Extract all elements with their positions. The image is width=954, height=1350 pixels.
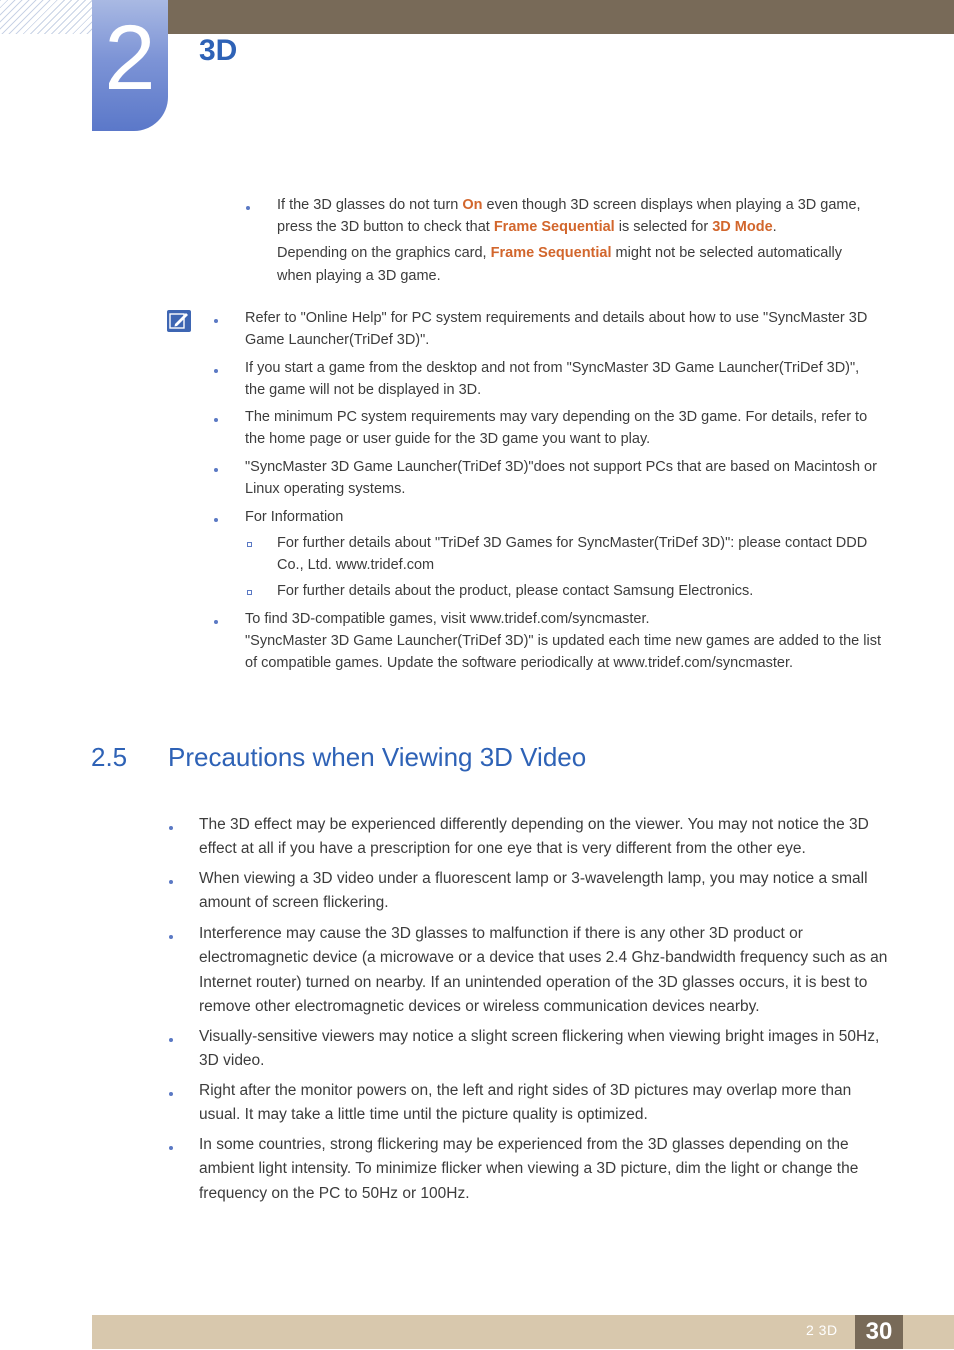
bullet-dot [214, 369, 218, 373]
header-bar [168, 0, 954, 34]
note-sub-item: For further details about "TriDef 3D Games for SyncMaster(TriDef 3D)": please contact DDD Co., Ltd. www.tridef.com [277, 535, 868, 573]
bullet-dot [169, 826, 173, 830]
header-hatch-pattern [0, 0, 92, 34]
square-bullet [247, 590, 252, 595]
precaution-item: The 3D effect may be experienced differently depending on the viewer. You may not notice the 3D effect at all if you have a prescription for one eye that is very different from the other eye. [199, 816, 869, 858]
note-item: "SyncMaster 3D Game Launcher(TriDef 3D)"does not support PCs that are based on Macintosh or Linux operating systems. [245, 459, 877, 497]
bullet-dot [214, 319, 218, 323]
bullet-dot [169, 1038, 173, 1042]
note-item: Refer to "Online Help" for PC system requirements and details about how to use "SyncMaster 3D Game Launcher(TriDef 3D)". [245, 310, 868, 348]
page-number: 30 [855, 1315, 903, 1349]
precaution-item: When viewing a 3D video under a fluorescent lamp or 3-wavelength lamp, you may notice a small amount of screen flickering. [199, 870, 868, 912]
highlight-3d-mode: 3D Mode [712, 219, 773, 235]
note-sub-item: For further details about the product, please contact Samsung Electronics. [277, 583, 754, 599]
precaution-item: In some countries, strong flickering may be experienced from the 3D glasses depending on the ambient light intensity. To minimize flicker when viewing a 3D picture, dim the light or change the frequency on the PC to 50Hz or 100Hz. [199, 1136, 859, 1202]
bullet-dot [214, 620, 218, 624]
bullet-dot [169, 1146, 173, 1150]
bullet-dot [214, 468, 218, 472]
footer-chapter-label: 2 3D [806, 1322, 838, 1338]
bullet-dot [169, 880, 173, 884]
precaution-item: Interference may cause the 3D glasses to malfunction if there is any other 3D product or electromagnetic device (a microwave or a device that uses 2.4 Ghz-bandwidth frequency such as an Internet router) turned on nearby. If an unintended operation of the 3D glasses occurs, it is best to remove other electromagnetic devices or wireless communication devices nearby. [199, 925, 888, 1015]
bullet-dot [214, 418, 218, 422]
highlight-frame-sequential-2: Frame Sequential [490, 245, 612, 261]
bullet-dot [214, 518, 218, 522]
chapter-badge [92, 0, 168, 131]
intro-bullet-text: If the 3D glasses do not turn On even though 3D screen displays when playing a 3D game, press the 3D button to check that Frame Sequential is selected for 3D Mode. [277, 197, 861, 235]
chapter-title: 3D [199, 34, 238, 67]
section-number: 2.5 [91, 742, 128, 772]
bullet-dot [246, 206, 250, 210]
chapter-number: 2 [104, 7, 156, 109]
highlight-on: On [462, 197, 483, 213]
section-title: Precautions when Viewing 3D Video [168, 742, 587, 772]
bullet-dot [169, 935, 173, 939]
note-item: For Information [245, 509, 344, 525]
precaution-item: Visually-sensitive viewers may notice a slight screen flickering when viewing bright images in 50Hz, 3D video. [199, 1028, 880, 1070]
note-item: The minimum PC system requirements may vary depending on the 3D game. For details, refer to the home page or user guide for the 3D game you want to play. [245, 409, 868, 447]
highlight-frame-sequential: Frame Sequential [493, 219, 615, 235]
bullet-dot [169, 1092, 173, 1096]
note-item: If you start a game from the desktop and not from "SyncMaster 3D Game Launcher(TriDef 3D)", the game will not be displayed in 3D. [245, 360, 860, 398]
precaution-item: Right after the monitor powers on, the left and right sides of 3D pictures may overlap more than usual. It may take a little time until the picture quality is optimized. [199, 1082, 852, 1124]
note-pencil-icon [167, 310, 191, 332]
square-bullet [247, 542, 252, 547]
note-item: To find 3D-compatible games, visit www.tridef.com/syncmaster. "SyncMaster 3D Game Launcher(TriDef 3D)" is updated each time new games are added to the list of compatible games. Update the software periodically at www.tridef.com/syncmaster. [245, 611, 881, 671]
intro-sub-text: Depending on the graphics card, Frame Sequential might not be selected automatically when playing a 3D game. [277, 245, 843, 284]
